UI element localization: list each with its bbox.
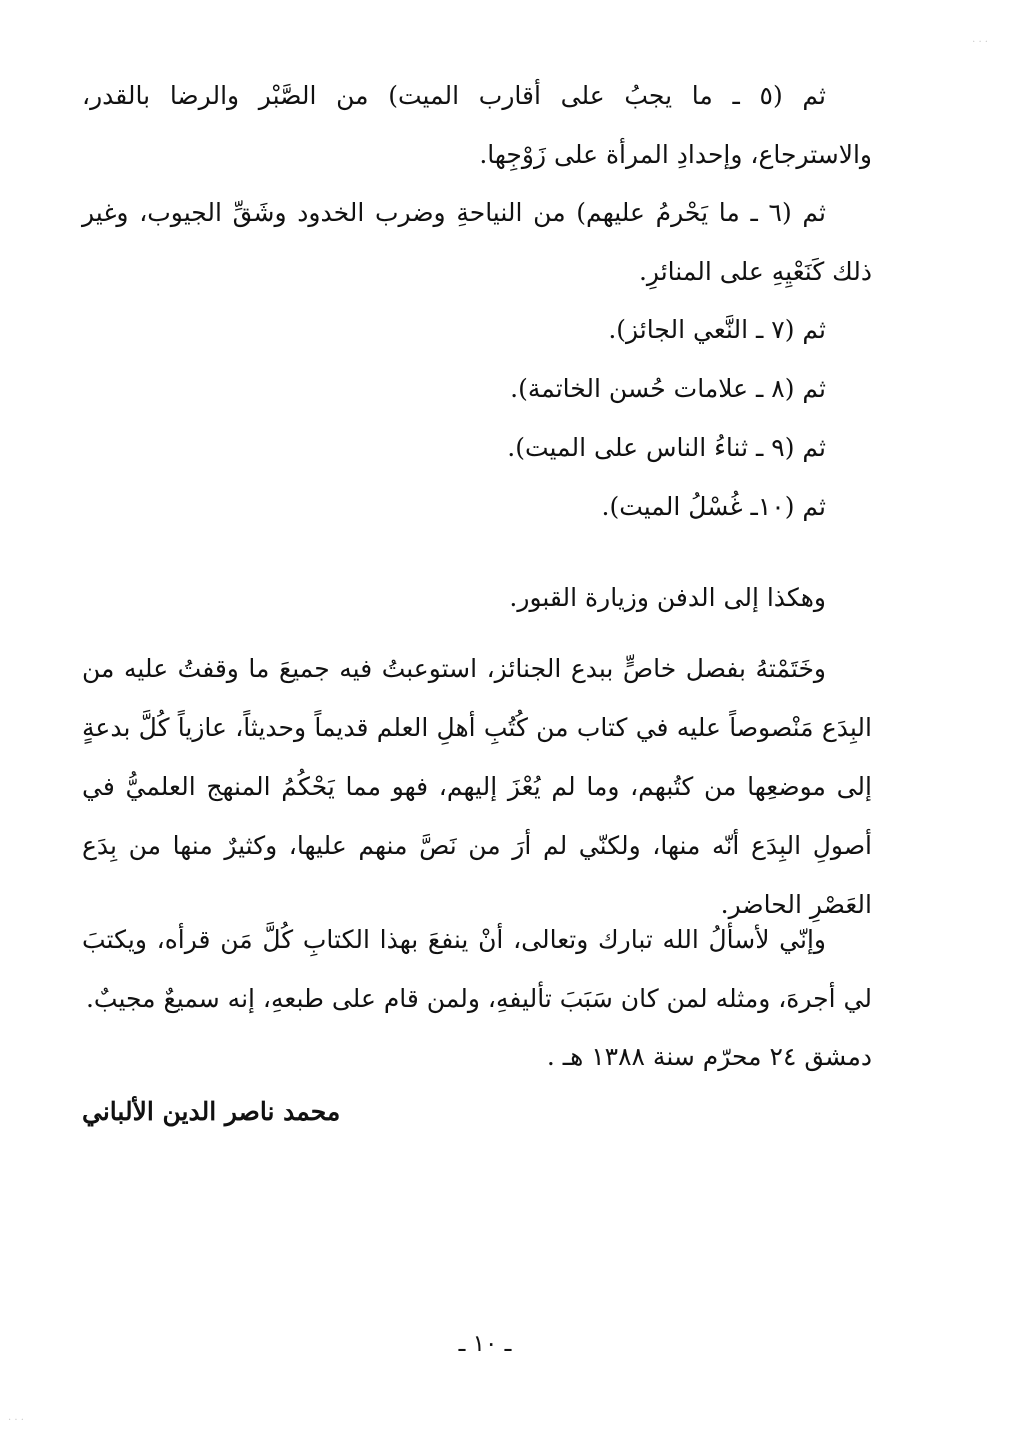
scan-artifact-top-right: . . . (972, 34, 988, 45)
scan-artifact-bottom-left: . . . (8, 1412, 24, 1423)
list-item: ثم (٩ ـ ثناءُ الناس على الميت). (507, 433, 826, 462)
paragraph-innovations-chapter: وخَتَمْتهُ بفصل خاصٍّ ببدع الجنائز، استوعبتُ فيه جميعَ ما وقفتُ عليه من البِدَع مَنْصوصاً عليه في كتاب من كُتُبِ أهلِ العلم قديماً وحديثاً، عازياً كُلَّ بدعةٍ إلى موضعِها من كتُبهم، وما لم يُعْزَ إليهم، فهو مما يَحْكُمُ المنهج العلميُّ في أصولِ البِدَع أنّه منها، ولكنّي لم أرَ من نَصَّ منهم عليها، وكثيرٌ منها من بِدَع العَصْرِ الحاضر. (82, 654, 872, 919)
paragraph-relatives-duties: ثم (٥ ـ ما يجبُ على أقارب الميت) من الصَّبْر والرضا بالقدر، والاسترجاع، وإحدادِ المرأة على زَوْجِها. (82, 81, 872, 169)
list-item: ثم (١٠ـ غُسْلُ الميت). (601, 492, 826, 521)
paragraph-burial-visits: وهكذا إلى الدفن وزيارة القبور. (509, 583, 826, 612)
list-item: ثم (٧ ـ النَّعي الجائز). (608, 315, 826, 344)
page-number: ـ ١٠ ـ (458, 1331, 512, 1357)
paragraph-forbidden-acts: ثم (٦ ـ ما يَحْرمُ عليهم) من النياحةِ وضرب الخدود وشَقِّ الجيوب، وغير ذلك كَنَعْيِهِ على المنائرِ. (82, 198, 872, 286)
paragraph-closing-prayer: وإنّي لأسألُ الله تبارك وتعالى، أنْ ينفعَ بهذا الكتابِ كُلَّ مَن قرأه، ويكتبَ لي أجرهَ، ومثله لمن كان سَبَبَ تأليفهِ، ولمن قام على طبعهِ، إنه سميعٌ مجيبٌ. (82, 925, 872, 1013)
date-line: دمشق ٢٤ محرّم سنة ١٣٨٨ هـ . (546, 1042, 872, 1071)
list-item: ثم (٨ ـ علامات حُسن الخاتمة). (510, 374, 826, 403)
author-signature: محمد ناصر الدين الألباني (82, 1097, 341, 1126)
chapter-list (82, 300, 872, 536)
